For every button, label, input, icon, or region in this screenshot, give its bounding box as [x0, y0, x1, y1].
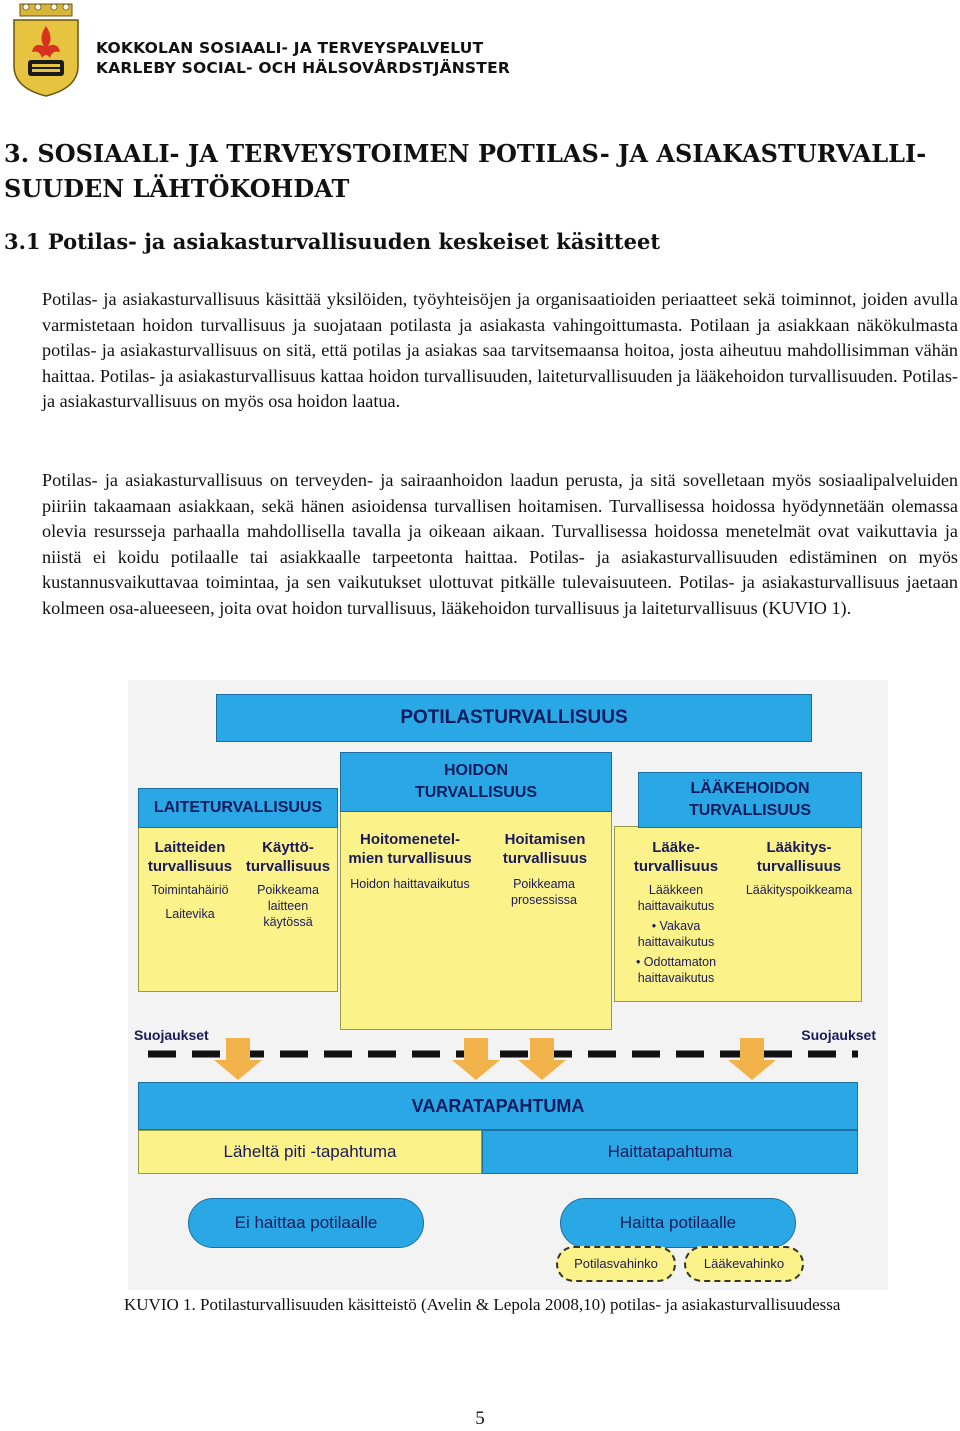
laakevahinko-oval: Lääkevahinko	[684, 1246, 804, 1282]
arrow-down-3	[518, 1038, 566, 1080]
body-paragraph-1: Potilas- ja asiakasturvallisuus käsittää yksilöiden, työyhteisöjen ja organisaatioiden periaatteet sekä toiminnot, joiden avulla varmistetaan hoidon turvallisuus ja suojataan potilasta ja asiakasta vahingoittumasta. Potilaan ja asiakkaan näkökulmasta potilas- ja asiakasturvallisuus on sitä, että potilas ja asiakas saa tarvitsemaansa hoitoa, josta aiheutuu mahdollisimman vähän haittaa. Potilas- ja asiakasturvallisuus kattaa hoidon turvallisuuden, laiteturvallisuuden ja lääkehoidon turvallisuuden. Potilas- ja asiakasturvallisuus on myös osa hoidon laatua.	[42, 289, 958, 412]
laakehoidon-title-line2: TURVALLISUUS	[688, 802, 812, 819]
laheltapiti-box: Läheltä piti -tapahtuma	[138, 1130, 482, 1174]
hoidon-title-line1: HOIDON	[444, 762, 508, 779]
patient-safety-diagram	[128, 680, 888, 1290]
section-heading: 3. SOSIAALI- JA TERVEYSTOIMEN POTILAS- JA ASIAKASTURVALLISUUDEN LÄHTÖKOHDAT	[4, 139, 927, 203]
laitteiden-item-1: Toimintahäiriö	[151, 883, 229, 897]
coat-of-arms-icon	[10, 2, 82, 98]
hoitomenetelmien-item-1: Hoidon haittavaikutus	[350, 877, 470, 891]
arrow-down-2	[452, 1038, 500, 1080]
laakehoidon-turvallisuus-title	[638, 772, 862, 828]
laaketurvallisuus-label: Lääke-turvallisuus	[633, 839, 719, 875]
laakitysturvallisuus-item-1: Lääkityspoikkeama	[745, 883, 853, 897]
organization-name	[96, 38, 510, 78]
suojaukset-barrier	[128, 980, 888, 1090]
suojaukset-right-label: Suojaukset	[801, 1027, 876, 1043]
laaketurvallisuus-item-2: • Vakava haittavaikutus	[637, 919, 715, 949]
ei-haittaa-oval: Ei haittaa potilaalle	[188, 1198, 424, 1248]
laitteiden-item-2: Laitevika	[165, 907, 215, 921]
hoidon-title-line2: TURVALLISUUS	[414, 784, 538, 801]
page-number: 5	[475, 1408, 485, 1429]
kayttoturvallisuus-label: Käyttö-turvallisuus	[245, 839, 331, 875]
laiteturvallisuus-title: LAITETURVALLISUUS	[138, 788, 338, 828]
haittatapahtuma-box: Haittatapahtuma	[482, 1130, 858, 1174]
document-header	[10, 2, 630, 98]
body-paragraph-2: Potilas- ja asiakasturvallisuus on terveyden- ja sairaanhoidon laadun perusta, ja sitä sovelletaan myös sosiaalipalveluiden piiriin takaamaan asiakkaan, sekä hänen asioidensa turvallisen hoitamisen. Turvallisessa hoidossa hyödynnetään olemassa olevia resursseja parhaalla mahdollisella tavalla ja oikeaan aikaan. Turvallisessa hoidossa menetelmät ovat vaikuttavia ja niistä ei koidu potilaalle tai asiakkaalle tarpeetonta haittaa. Potilas- ja asiakasturvallisuuden edistäminen on myös kustannusvaikuttavaa toimintaa, ja sen vaikutukset ulottuvat pitkälle tulevaisuuteen. Potilas- ja asiakasturvallisuus jaetaan kolmeen osa-alueeseen, joita ovat hoidon turvallisuus, lääkehoidon turvallisuus ja laiteturvallisuus (KUVIO 1).	[42, 470, 958, 618]
hoitamisen-item-1: Poikkeama prosessissa	[511, 877, 577, 907]
arrow-down-1	[214, 1038, 262, 1080]
laaketurvallisuus-item-3: • Odottamaton haittavaikutus	[635, 955, 717, 985]
org-name-swedish: KARLEBY SOCIAL- OCH HÄLSOVÅRDSTJÄNSTER	[96, 59, 510, 77]
org-name-finnish: KOKKOLAN SOSIAALI- JA TERVEYSPALVELUT	[96, 39, 484, 57]
haitta-oval: Haitta potilaalle	[560, 1198, 796, 1248]
laakitysturvallisuus-label: Lääkitys-turvallisuus	[756, 839, 842, 875]
figure-caption: KUVIO 1. Potilasturvallisuuden käsitteistö (Avelin & Lepola 2008,10) potilas- ja asiakasturvallisuudessa	[124, 1295, 841, 1314]
hoitamisen-turvallisuus-label: Hoitamisen turvallisuus	[502, 831, 588, 867]
potilasturvallisuus-title: POTILASTURVALLISUUS	[216, 694, 812, 742]
hoitomenetelmien-turvallisuus-label: Hoitomenetel-mien turvallisuus	[348, 831, 472, 867]
subsection-heading: 3.1 Potilas- ja asiakasturvallisuuden keskeiset käsitteet	[4, 229, 661, 254]
arrow-down-4	[728, 1038, 776, 1080]
kayttoturvallisuus-item-1: Poikkeama laitteen käytössä	[257, 883, 319, 929]
hoidon-turvallisuus-title	[340, 752, 612, 812]
potilasvahinko-oval: Potilasvahinko	[556, 1246, 676, 1282]
laaketurvallisuus-item-1: Lääkkeen haittavaikutus	[637, 883, 715, 913]
vaaratapahtuma-bar: VAARATAPAHTUMA	[138, 1082, 858, 1130]
suojaukset-left-label: Suojaukset	[134, 1027, 209, 1043]
laitteiden-turvallisuus-label: Laitteiden turvallisuus	[147, 839, 233, 875]
laakehoidon-title-line1: LÄÄKEHOIDON	[690, 780, 810, 797]
